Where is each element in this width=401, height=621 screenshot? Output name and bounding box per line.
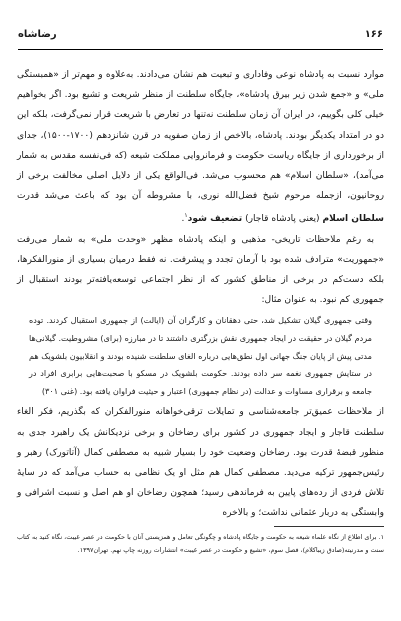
paragraph-1-text: موارد نسبت به پادشاه نوعی وفاداری و تبعیت هم نشان می‌دادند. به‌علاوه و مهم‌تر از «همبستگی ملی» و «جمع شدن زیر بیرق پادشاه»، جایگاه سلطنت از منظر شریعت و تشیع بود. اگر بخواهیم خیلی کلی بگوییم، در ایران آن زمان سلطنت نه‌تنها در تعارض با شریعت قرار نمی‌گرفت، بلکه این دو در امتداد یکدیگر بودند. پادشاه، بالاخص از زمان صفویه در قرن شانزدهم (۱۷۰۰-۱۵۰۰)، جدای از برخورداری از جایگاه ریاست حکومت و فرمانروایی مملکت شیعه (که فی‌نفسه مقدس به شمار می‌آمد)، «سلطان اسلام» هم محسوب می‌شد. فی‌الواقع یکی از دلایل اصلی مخالفت برخی از روحانیون، ازجمله مرحوم شیخ فضل‌الله نوری، با مشروطه آن بود که باعث می‌شد قدرت xyxy=(17,70,384,202)
paragraph-1-end: . xyxy=(181,214,185,225)
running-title: رضاشاه xyxy=(18,28,57,40)
paragraph-3: از ملاحظات عمیق‌تر جامعه‌شناسی و تمایلات ترقی‌خواهانه منورالفکران که بگذریم، فکر الغاء سلطنت قاجار و ایجاد جمهوری در کشور برای رضاخان و برخی نزدیکانش یک راهبرد جدی به منظور قبضهٔ قدرت بود. رضاخان وضعیت خود را بسیار شبیه به مصطفی کمال (آتاتورک) رهبر و رئیس‌جمهور ترکیه می‌دید. مصطفی کمال هم مثل او یک نظامی به حساب می‌آمد که در سایهٔ تلاش فردی از رده‌های پایین به فرماندهی رسید؛ همچون رضاخان او هم اصل و نسبت اشرافی و وابستگی به دربار عثمانی نداشت؛ و بالاخره xyxy=(17,407,384,519)
paragraph-2: به رغم ملاحظات تاریخی- مذهبی و اینکه پادشاه مظهر «وحدت ملی» به شمار می‌رفت «جمهوریت» مترادف شده بود با آرمان تجدد و پیشرفت. نه فقط درمیان بسیاری از منورالفکرها، بلکه دست‌کم در برخی از مناطق کشور که از نظر اجتماعی توسعه‌یافته‌تر بودند استقبال از جمهوری کم نبود. به عنوان مثال: xyxy=(17,234,384,306)
footnote: ۱. برای اطلاع از نگاه علماء شیعه به حکومت و جایگاه پادشاه و چگونگی تعامل و همزیستی آنان با حکومت در عصر غیبت، نگاه کنید به کتاب سنت و مدرنیته(صادق زیباکلام)، فصل سوم، «تشیع و حکومت در عصر غیبت» انتشارات روزنه چاپ نهم. تهران۱۳۹۷. xyxy=(17,532,384,555)
page-body xyxy=(17,65,384,557)
emphasis-weaken: تضعیف شود xyxy=(187,214,243,225)
block-quote: وقتی جمهوری گیلان تشکیل شد، حتی دهقانان و کارگران آن (ایالت) از جمهوری استقبال کردند. توده مردم گیلان در حقیقت در ایجاد جمهوری نقش بزرگتری داشتند تا در مبارزه (برای) مشروطیت. گیلانی‌ها مدتی پیش از پایان جنگ جهانی اول نطق‌هایی درباره الغای سلطنت شنیده بودند و انقلابیون بلشویک هم در ستایش جمهوری نغمه سر داده بودند. حکومت بلشویک در مسکو با صحبت‌هایی برابری افراد در جامعه و برقراری مساوات و عدالت (در نظام جمهوری) اعتبار و حیثیت فراوان یافته بود. (غنی ۳۰۱) xyxy=(29,315,372,396)
header-rule xyxy=(18,49,383,50)
paragraph-1-text-b: (یعنی پادشاه قاجار) xyxy=(242,214,323,225)
page-number: ۱۶۶ xyxy=(364,28,383,40)
paragraph-1 xyxy=(17,65,384,230)
footnote-marker: ۱ xyxy=(184,212,188,220)
page-header xyxy=(18,27,383,41)
emphasis-sultan-islam: سلطان اسلام xyxy=(322,214,384,225)
footnote-rule xyxy=(274,526,384,527)
